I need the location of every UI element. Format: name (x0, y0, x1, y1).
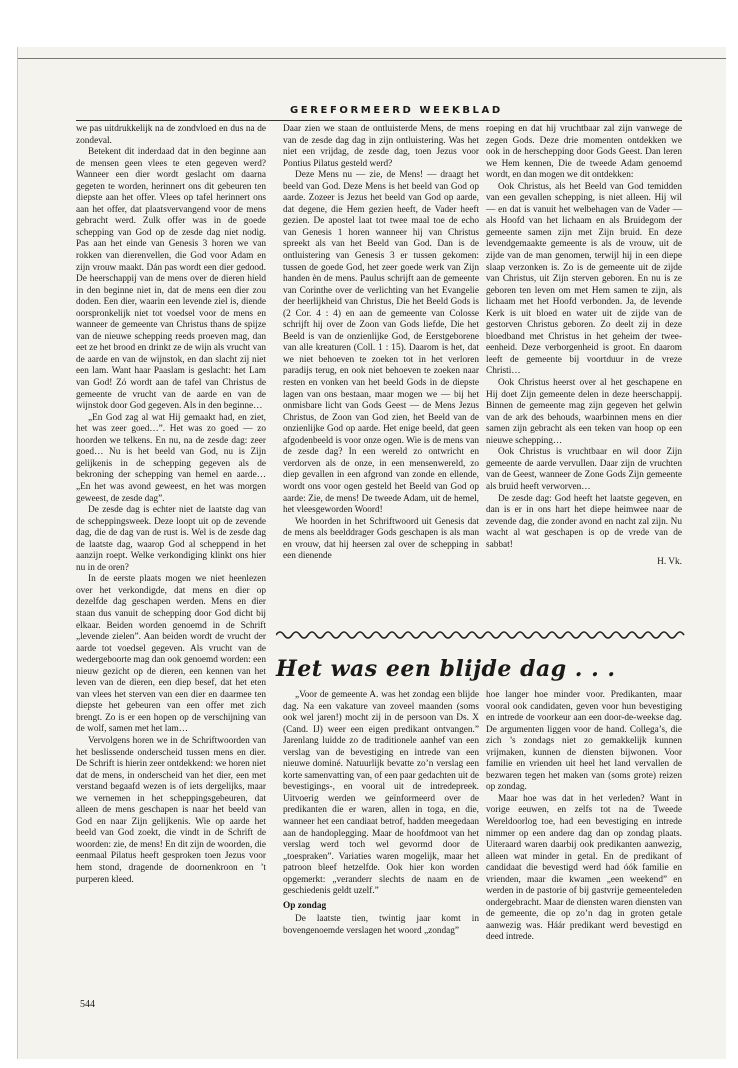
paragraph: roeping en dat hij vruchtbaar zal zijn vanwege de zegen Gods. Deze drie momenten ontdekken we ook in de herschepping door Gods Geest. Dan leren we Hem kennen, Die de tweede Adam genoemd wordt, en dan mogen we dit ontdekken: (486, 124, 682, 181)
paragraph: Ook Christus is vruchtbaar en wil door Zijn gemeente de aarde vervullen. Daar zijn de vruchten van de Geest, wanneer de Zone Gods Zijn gemeente als bruid heeft verworven… (486, 447, 682, 492)
wavy-divider (276, 628, 688, 642)
article2-column-2 (486, 690, 682, 944)
paragraph: hoe langer hoe minder voor. Predikanten, maar vooral ook candidaten, geven voor hun bevestiging en intrede de voorkeur aan een door-de-weekse dag. De argumenten liggen voor de hand. Collega’s, die zich ’s zondags niet zo gemakkelijk kunnen vrijmaken, kunnen de diensten bijwonen. Voor familie en vrienden uit heel het land vervallen de bezwaren tegen het maken van (soms grote) reizen op zondag. (486, 690, 682, 793)
article-title: Het was een blijde dag . . . (276, 656, 616, 682)
paragraph: Betekent dit inderdaad dat in den beginne aan de mensen geen vlees te eten gegeven werd? Wanneer een dier wordt geslacht om daarna gegeten te worden, herinnert ons dit gebeuren ten diepste aan het offer. Vlees op tafel herinnert ons aan het offer, dat plaatsvervangend voor de mens gebracht werd. Zulk offer was in de goede schepping van God op de zesde dag niet nodig. Pas aan het einde van Genesis 3 horen we van rokken van dierenvellen, die God voor Adam en zijn vrouw maakt. Dán pas wordt een dier gedood. De heerschappij van de mens over de dieren hield in den beginne niet in, dat de mens een dier zou doden. Een dier, waarin een levende ziel is, diende oorspronkelijk niet tot voedsel voor de mens en wanneer de gemeente van Christus thans de spijze van de nieuwe schepping reeds proeven mag, dan eet ze het brood en drinkt ze de wijn als vrucht van de aarde en van de wijnstok, en dan slacht zij niet een lam. Want haar Paaslam is geslacht: het Lam van God! Zó wordt aan de tafel van Christus de gemeente de vrucht van de aarde en van de wijnstok door God gegeven. Als in den beginne… (76, 147, 266, 412)
paragraph: Daar zien we staan de ontluisterde Mens, de mens van de zesde dag dag in zijn ontluistering. Was het niet een vrijdag, de zesde dag, toen Jezus voor Pontius Pilatus gesteld werd? (283, 124, 479, 169)
paragraph: De zesde dag is echter niet de laatste dag van de scheppingsweek. Deze loopt uit op de zevende dag, die de dag van de rust is. Wel is de zesde dag de laatste dag, waarop God al scheppend in het aanzijn roept. Welke verkondiging klinkt ons hier nu in de oren? (76, 505, 266, 573)
author-signature: H. Vk. (657, 557, 682, 568)
column-1 (76, 124, 266, 886)
subheading: Op zondag (283, 900, 327, 911)
paragraph: Deze Mens nu — zie, de Mens! — draagt het beeld van God. Deze Mens is het beeld van God op aarde. Zozeer is Jezus het beeld van God op aarde, dat degene, die Hem gezien heeft, de Vader heeft gezien. De apostel laat tot twee maal toe de echo van Genesis 1 horen wanneer hij van Christus spreekt als van het Beeld van God. Dan is de ontluistering van Genesis 3 er tussen gekomen: tussen de goede God, het zeer goede werk van Zijn handen èn de mens. Paulus schrijft aan de gemeente van Corinthe over de verlichting van het Evangelie der heerlijkheid van Christus, Die het Beeld Gods is (2 Cor. 4 : 4) en aan de gemeente van Colosse schrijft hij over de Zoon van Gods liefde, Die het Beeld is van de onzienlijke God, de Eerstgeborene van alle kreaturen (Coll. 1 : 15). Daarom is het, dat we niet behoeven te zoeken tot in het verloren paradijs terug, en ook niet behoeven te zoeken naar resten en vonken van het beeld Gods in de diepste lagen van ons bestaan, maar mogen we — bij het onmisbare licht van Gods Geest — de Mens Jezus Christus, de Zoon van God zien, het Beeld van de onzienlijke God op aarde. Het enige beeld, dat geen afgodenbeeld is voor onze ogen. Wie is de mens van de zesde dag? In een wereld zo ontwricht en verdorven als de onze, in een mensenwereld, zo diep gevallen in een afgrond van zonde en ellende, wordt ons voor ogen gesteld het Beeld van God op aarde: Zie, de mens! De tweede Adam, uit de hemel, het vleesgeworden Woord! (283, 170, 479, 516)
paragraph: In de eerste plaats mogen we niet heenlezen over het verkondigde, dat mens en dier op dezelfde dag geschapen werden. Mens en dier staan dus vanuit de schepping door God dicht bij elkaar. Beiden worden genoemd in de Schrift „levende zielen”. Aan beiden wordt de vrucht der aarde tot voedsel gegeven. Als vrucht van de wedergeboorte mag dan ook genoemd worden: een nieuw gezicht op de dieren, een kennen van het leven van de dieren, een diep besef, dat het eten van vlees het sterven van een dier en daarmee ten diepste het gebeuren van een offer met zich brengt. Zo is er een hopen op de verschijning van de wolf, samen met het lam… (76, 574, 266, 735)
page-number: 544 (80, 999, 95, 1010)
header-rule (76, 120, 682, 121)
running-header: GEREFORMEERD WEEKBLAD (290, 105, 503, 116)
paragraph: Vervolgens horen we in de Schriftwoorden van het beslissende onderscheid tussen mens en dier. De Schrift is hierin zeer ontdekkend: we horen niet dat de mens, in onderscheid van het dier, een met verstand begaafd wezen is of iets dergelijks, maar we vernemen in het scheppingsgebeuren, dat alleen de mens geschapen is naar het beeld van God en naar Zijn gelijkenis. Wie op aarde het beeld van God zoekt, die vindt in de Schrift de woorden: zie, de mens! En dit zijn de woorden, die eenmaal Pilatus heeft gesproken toen Jezus voor hem stond, dragende de doornenkroon en ’t purperen kleed. (76, 735, 267, 885)
paragraph: „Voor de gemeente A. was het zondag een blijde dag. Na een vakature van zoveel maanden (soms ook wel jaren!) mocht zij in de persoon van Ds. X (Cand. IJ) weer een eigen predikant ontvangen.” Jarenlang luidde zo de traditionele aanhef van een verslag van de bevestiging en intrede van een nieuwe dominé. Natuurlijk bevatte zo’n verslag een korte samenvatting van, of een paar gedachten uit de bevestigings-, en vooral uit de intredepreek. Uitvoerig werden we geïnformeerd over de predikanten die er waren, allen in toga, en die, wanneer het een candiaat betrof, hadden meegedaan aan de handoplegging. Maar de hoofdmoot van het verslag werd toch wel gevormd door de „toespraken”. Variaties waren mogelijk, maar het patroon bleef hetzelfde. Ook hier kon worden opgemerkt: „veranderr slechts de naam en de geschiedenis geldt uzelf.” (283, 690, 479, 897)
paragraph: Maar hoe was dat in het verleden? Want in vorige eeuwen, en zelfs tot na de Tweede Wereldoorlog toe, had een bevestiging en intrede nimmer op een andere dag dan op zondag plaats. Uiteraard waren daarbij ook predikanten aanwezig, alleen wat minder in getal. En de predikant of candidaat die bevestigd werd had óók familie en vrienden, maar die kwamen „een weekend” en werden in de pastorie of bij gastvrije gemeenteleden ondergebracht. Maar de diensten waren diensten van de gemeente, die op zo’n dag in groten getale aanwezig was. Háár predikant werd bevestigd en deed intrede. (486, 793, 682, 943)
top-rule (18, 58, 726, 59)
paragraph: we pas uitdrukkelijk na de zondvloed en dus na de zondeval. (76, 124, 266, 146)
paragraph: Ook Christus, als het Beeld van God temidden van een gevallen schepping, is niet alleen. Hij wil — en dat is vanuit het welbehagen van de Vader — als Hoofd van het lichaam en als Bruidegom der gemeente samen zijn met Zijn bruid. En deze levendgemaakte gemeente is als de vrouw, uit de zijde van de man genomen, terwijl hij in een diepe slaap verzonken is. Zo is de gemeente uit de zijde van Christus, uit Zijn sterven geboren. En nu is ze geboren ten leven om met Hem samen te zijn, als lichaam met het Hoofd verbonden. Ja, de levende Kerk is uit bloed en water uit de zijde van de gestorven Christus geboren. Zo deelt zij in deze bloedband met Christus in het geheim der twee-eenheid. Deze verborgenheid is groot. En daarom leeft de gemeente bij voortduur in de vreze Christi… (486, 181, 682, 377)
paragraph: Ook Christus heerst over al het geschapene en Hij doet Zijn gemeente delen in deze heerschappij. Binnen de gemeente mag zijn gegeven het gelwin van de ark des behouds, waarbinnen mens en dier samen zijn gebracht als een teken van hoop op een nieuwe schepping… (486, 378, 682, 446)
paragraph: De zesde dag: God heeft het laatste gegeven, en dan is er in ons hart het diepe heimwee naar de zevende dag, die zonder avond en nacht zal zijn. Nu wacht al wat geschapen is op de vrede van de sabbat! (486, 493, 682, 550)
column-3 (486, 124, 682, 569)
article2-column-1 (283, 690, 479, 937)
paragraph: De laatste tien, twintig jaar komt in bovengenoemde verslagen het woord „zondag” (283, 914, 479, 936)
column-2 (283, 124, 479, 563)
paragraph: „En God zag al wat Hij gemaakt had, en ziet, het was zeer goed…”. Het was zo goed — zo hoorden we telkens. En nu, na de zesde dag: zeer goed… Nu is het beeld van God, nu is Zijn gelijkenis in de schepping gegeven als de bekroning der schepping van hemel en aarde… „En het was avond geweest, en het was morgen geweest, de zesde dag”. (76, 412, 266, 504)
paragraph: We hoorden in het Schriftwoord uit Genesis dat de mens als beelddrager Gods geschapen is als man en vrouw, dat hij heersen zal over de schepping in een dienende (283, 516, 479, 562)
